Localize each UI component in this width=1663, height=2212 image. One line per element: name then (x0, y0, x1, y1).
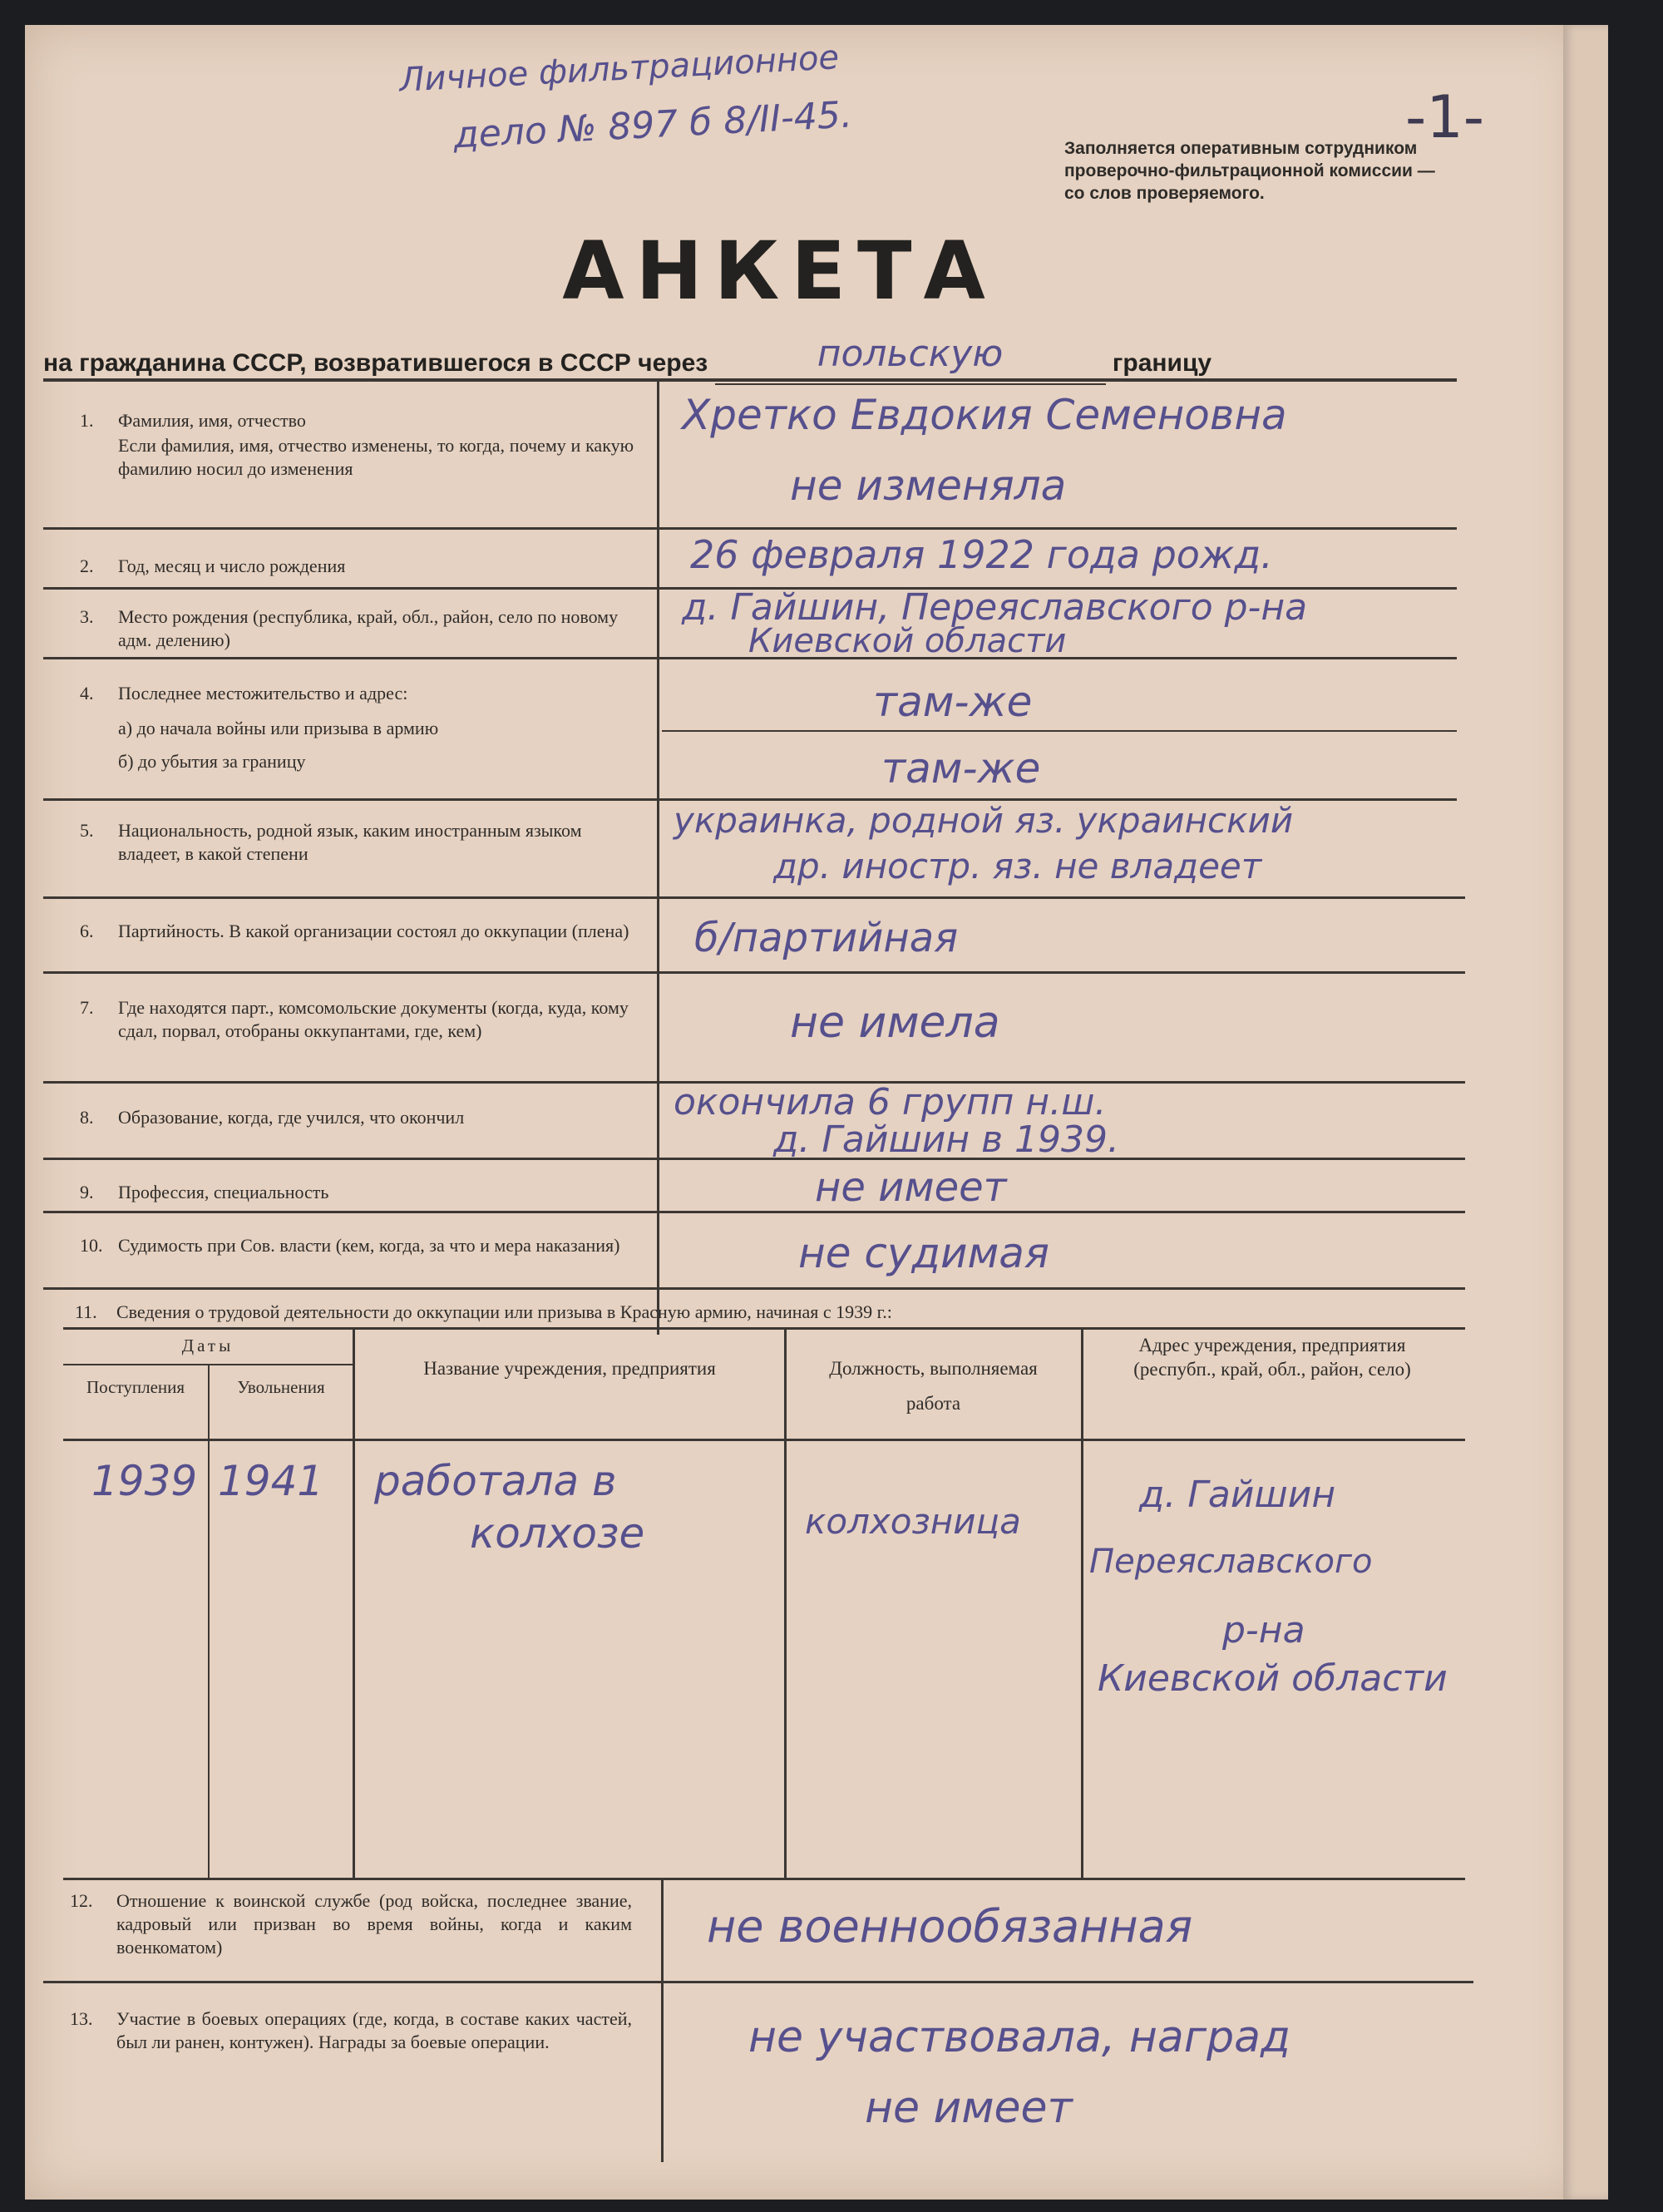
q3-number: 3. (80, 606, 94, 627)
q10-answer: не судимая (798, 1229, 1049, 1277)
q6-answer: б/партийная (694, 915, 959, 961)
subtitle-suffix: границу (1112, 349, 1212, 377)
q11-number: 11. (75, 1301, 97, 1322)
work-col-divider (208, 1364, 210, 1879)
q3-label: Место рождения (республика, край, обл., район, село по новому адм. делению) (118, 606, 619, 650)
q11-label: Сведения о трудовой деятельности до оккупации или призыва в Красную армию, начиная с 1939 г.: (116, 1301, 892, 1322)
q9-number: 9. (80, 1182, 94, 1202)
q6-number: 6. (80, 921, 94, 941)
col-position-header: Должность, выполняемая работа (829, 1358, 1038, 1414)
q13-answer: не участвовала, наград (748, 2012, 1290, 2062)
dates-header: Даты (181, 1336, 234, 1355)
work-position: колхозница (805, 1501, 1021, 1542)
q13-number: 13. (70, 2008, 93, 2029)
q9-label: Профессия, специальность (118, 1182, 329, 1202)
q2-answer: 26 февраля 1922 года рожд. (690, 532, 1273, 577)
q12-number: 12. (70, 1890, 93, 1911)
q1-label: Фамилия, имя, отчество (118, 410, 306, 431)
q12-label: Отношение к воинской службе (род войска, последнее звание, кадровый или призван во время войны, когда и каким военкоматом) (116, 1890, 632, 1958)
table-top-border (43, 378, 1457, 382)
underlying-sheet-edge (1563, 25, 1608, 2200)
row-subdivider (662, 730, 1457, 732)
q9-answer: не имеет (815, 1164, 1007, 1211)
q4-sub-a: а) до начала войны или призыва в армию (118, 718, 439, 738)
col-address-header: Адрес учреждения, предприятия (респубп., край, обл., район, село) (1133, 1335, 1411, 1380)
work-addr-line2: Переяславского (1089, 1543, 1373, 1581)
q8-answer2: д. Гайшин в 1939. (773, 1118, 1119, 1161)
q10-number: 10. (80, 1235, 103, 1256)
work-col-divider (784, 1329, 787, 1879)
work-start-year: 1939 (91, 1457, 198, 1505)
q4-label: Последнее местожительство и адрес: (118, 683, 408, 704)
q5-number: 5. (80, 820, 94, 841)
col-start-header: Поступления (86, 1377, 185, 1397)
q4-answer-b: там-же (881, 744, 1041, 792)
work-addr-line3: р-на (1222, 1609, 1305, 1652)
q5-answer: украинка, родной яз. украинский (674, 800, 1294, 841)
answer-column-divider-bottom (661, 1879, 664, 2162)
border-answer: польскую (817, 333, 1004, 375)
form-subtitle (43, 333, 1212, 382)
instruction-note: Заполняется оперативным сотрудником проверочно-фильтрационной комиссии — со слов проверяемого. (1064, 139, 1435, 203)
row-divider (43, 1158, 1465, 1160)
q1-answer2: не изменяла (790, 462, 1067, 510)
q8-label: Образование, когда, где учился, что окончил (118, 1107, 465, 1128)
work-org-line1: работала в (374, 1457, 617, 1505)
work-end-year: 1941 (218, 1457, 324, 1505)
row-divider (43, 1211, 1465, 1213)
col-org-header: Название учреждения, предприятия (423, 1358, 716, 1379)
q13-answer2: не имеет (865, 2083, 1073, 2133)
form-title: АНКЕТА (562, 225, 997, 318)
q4-sub-b: б) до убытия за границу (118, 751, 306, 772)
page-number: -1- (1405, 83, 1485, 151)
q13-label: Участие в боевых операциях (где, когда, в составе каких частей, был ли ранен, контужен). Награды за боевые операции. (116, 2008, 632, 2052)
q7-label: Где находятся парт., комсомольские документы (когда, куда, кому сдал, порвал, отобраны оккупантами, где, кем) (118, 997, 629, 1041)
col-end-header: Увольнения (237, 1377, 325, 1397)
q4-number: 4. (80, 683, 94, 704)
work-col-divider (353, 1329, 355, 1879)
work-table-header-bottom (63, 1439, 1465, 1441)
answer-column-divider (657, 378, 659, 1335)
work-table-top (63, 1327, 1465, 1330)
row-divider (43, 1981, 1473, 1983)
work-addr-line1: д. Гайшин (1139, 1474, 1336, 1516)
q8-answer: окончила 6 групп н.ш. (674, 1081, 1107, 1123)
work-table-bottom (63, 1878, 1465, 1880)
work-col-divider (1081, 1329, 1083, 1879)
subtitle-prefix: на гражданина СССР, возвратившегося в СССР через (43, 349, 708, 377)
q3-answer2: Киевской области (748, 622, 1067, 660)
row-divider (43, 1287, 1465, 1290)
row-divider (43, 971, 1465, 974)
row-divider (43, 527, 1457, 530)
q1-sub: Если фамилия, имя, отчество изменены, то когда, почему и какую фамилию носил до изменения (118, 435, 634, 479)
q7-number: 7. (80, 997, 94, 1018)
q1-answer: Хретко Евдокия Семеновна (682, 391, 1287, 439)
q2-label: Год, месяц и число рождения (118, 555, 346, 576)
q8-number: 8. (80, 1107, 94, 1128)
q10-label: Судимость при Сов. власти (кем, когда, за что и мера наказания) (118, 1235, 620, 1256)
work-addr-line4: Киевской области (1098, 1657, 1448, 1700)
case-note-line2: дело № 897 б 8/II-45. (452, 93, 853, 157)
q1-number: 1. (80, 410, 94, 431)
q4-answer-a: там-же (873, 678, 1033, 726)
q7-answer: не имела (790, 998, 1000, 1048)
row-divider (43, 896, 1465, 899)
q12-answer: не военнообязанная (707, 1900, 1193, 1953)
q5-label: Национальность, родной язык, каким иностранным языком владеет, в какой степени (118, 820, 582, 864)
q3-answer: д. Гайшин, Переяславского р-на (682, 586, 1308, 629)
q5-answer2: др. иностр. яз. не владеет (773, 846, 1262, 886)
q6-label: Партийность. В какой организации состоял до оккупации (плена) (118, 921, 629, 941)
q2-number: 2. (80, 555, 94, 576)
case-note-line1: Личное фильтрационное (398, 38, 841, 100)
work-org-line2: колхозе (470, 1509, 645, 1558)
